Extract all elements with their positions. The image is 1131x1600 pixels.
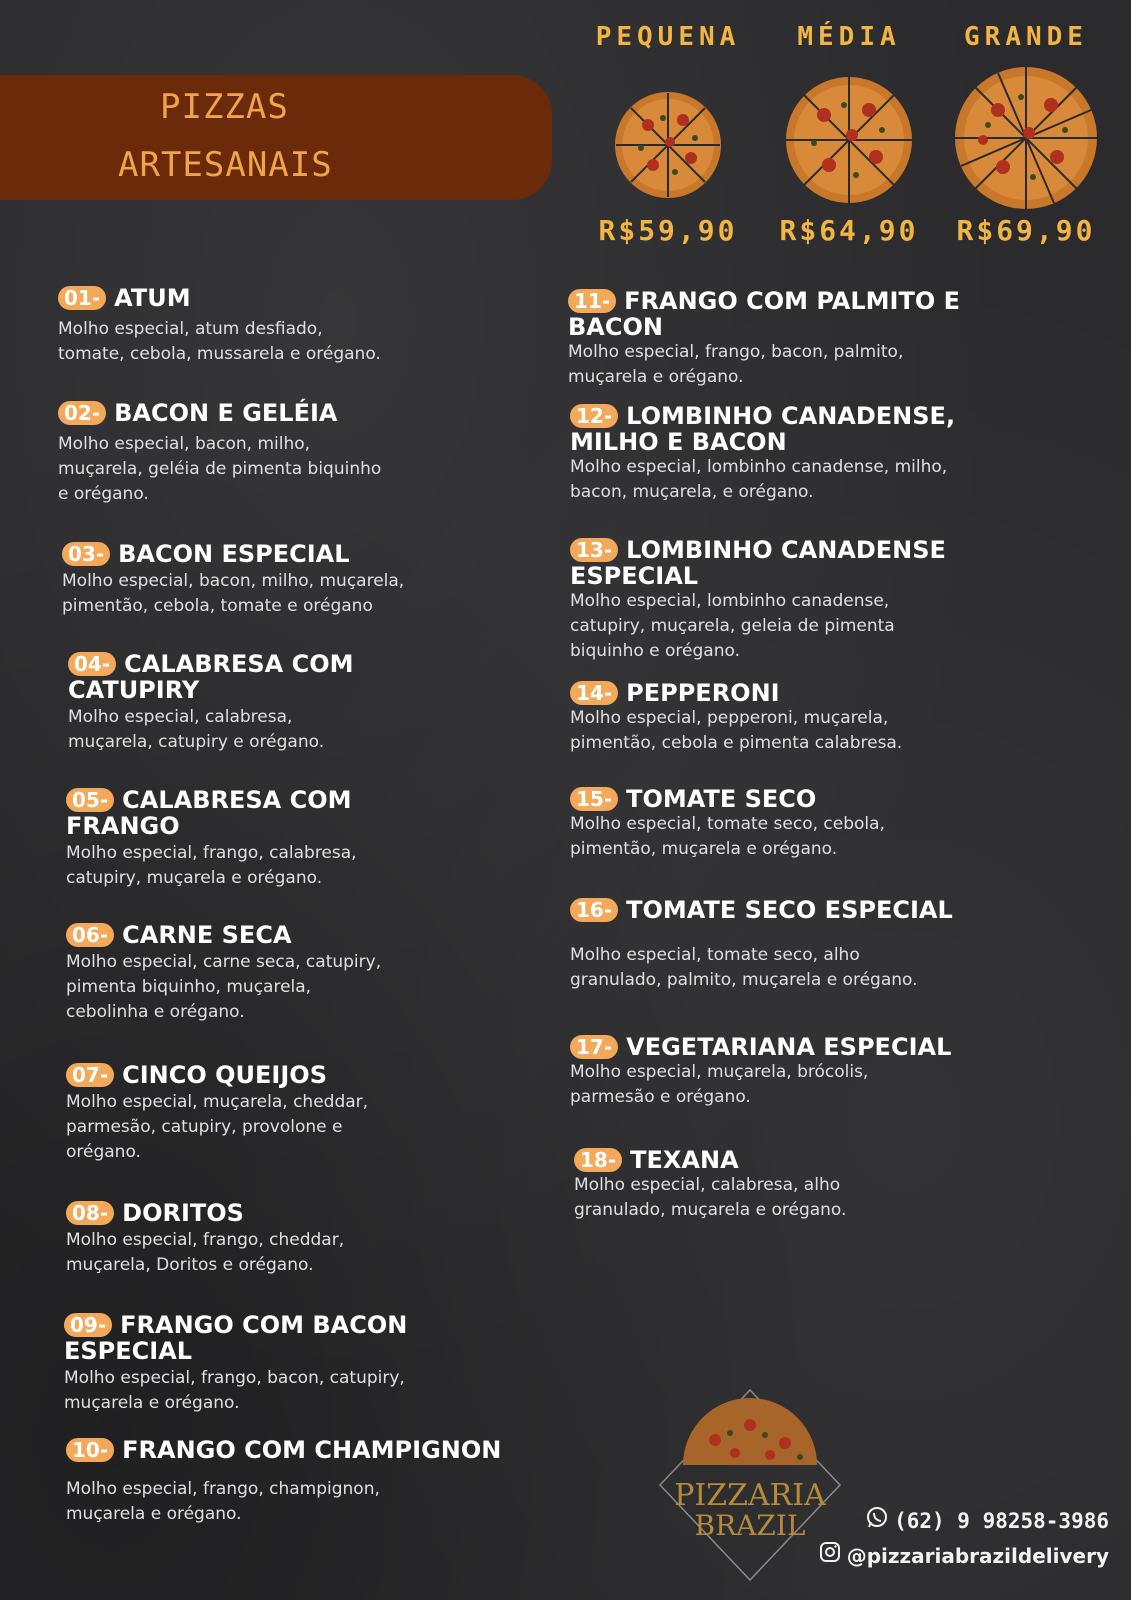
item-number: 08- [66, 1201, 114, 1225]
item-number: 06- [66, 923, 114, 947]
menu-item-06 [66, 922, 516, 1025]
item-name: ATUM [114, 284, 191, 312]
item-description: Molho especial, lombinho canadense, milho, bacon, muçarela, e orégano. [570, 457, 948, 502]
item-number: 15- [570, 787, 618, 811]
item-number: 07- [66, 1063, 114, 1087]
phone-contact [866, 1506, 1109, 1533]
item-number: 02- [58, 401, 106, 425]
title-banner [0, 75, 552, 200]
menu-item-03 [62, 541, 512, 619]
item-number: 13- [570, 538, 618, 562]
svg-text:BRAZIL: BRAZIL [694, 1509, 806, 1542]
item-description: Molho especial, frango, bacon, palmito, muçarela e orégano. [568, 342, 904, 387]
menu-item-15 [570, 786, 1040, 862]
item-name: BACON ESPECIAL [118, 540, 350, 568]
item-name: CARNE SECA [122, 921, 292, 949]
menu-item-18 [574, 1147, 1044, 1223]
item-name: PEPPERONI [626, 679, 780, 707]
item-description: Molho especial, pepperoni, muçarela, pimentão, cebola e pimenta calabresa. [570, 708, 903, 753]
menu-item-16 [570, 897, 1070, 993]
menu-item-05 [66, 787, 516, 891]
menu-item-17 [570, 1034, 1040, 1110]
menu-item-07 [66, 1062, 516, 1165]
whatsapp-icon [866, 1506, 888, 1533]
item-name: FRANGO COM CHAMPIGNON [122, 1436, 502, 1464]
item-description: Molho especial, bacon, milho, muçarela, geléia de pimenta biquinho e orégano. [58, 434, 382, 504]
pizza-medium-image [784, 75, 914, 205]
item-number: 11- [568, 289, 616, 313]
size-small-price: R$59,90 [598, 214, 738, 247]
size-medium-price: R$64,90 [779, 214, 919, 247]
item-description: Molho especial, bacon, milho, muçarela, pimentão, cebola, tomate e orégano [62, 571, 405, 616]
size-large-price: R$69,90 [956, 214, 1096, 247]
menu-item-01 [58, 285, 508, 367]
menu-item-11 [568, 288, 1038, 390]
item-description: Molho especial, frango, bacon, catupiry, muçarela e orégano. [64, 1368, 405, 1413]
instagram-contact [819, 1541, 1109, 1568]
item-name: DORITOS [122, 1199, 244, 1227]
item-name: CALABRESA COM FRANGO [66, 786, 352, 840]
item-name: TEXANA [630, 1146, 739, 1174]
size-small-name: PEQUENA [595, 22, 741, 52]
item-name: CALABRESA COM CATUPIRY [68, 650, 354, 704]
item-number: 04- [68, 652, 116, 676]
item-name: LOMBINHO CANADENSE, MILHO E BACON [570, 402, 956, 456]
item-description: Molho especial, atum desfiado, tomate, cebola, mussarela e orégano. [58, 319, 381, 364]
size-medium [764, 22, 934, 247]
item-description: Molho especial, calabresa, muçarela, catupiry e orégano. [68, 707, 325, 752]
item-number: 12- [570, 404, 618, 428]
item-description: Molho especial, tomate seco, alho granulado, palmito, muçarela e orégano. [570, 945, 918, 990]
item-description: Molho especial, tomate seco, cebola, pimentão, muçarela e orégano. [570, 814, 885, 859]
item-name: FRANGO COM BACON ESPECIAL [64, 1311, 408, 1365]
title-line-2: ARTESANAIS [118, 145, 333, 185]
size-small [583, 22, 753, 247]
item-number: 17- [570, 1035, 618, 1059]
menu-item-08 [66, 1200, 516, 1278]
item-number: 03- [62, 542, 110, 566]
pizza-small-image [613, 90, 723, 200]
size-medium-name: MÉDIA [797, 22, 901, 52]
pizzaria-brazil-logo [655, 1385, 845, 1585]
title-line-1: PIZZAS [160, 87, 289, 127]
item-number: 16- [570, 898, 618, 922]
phone-number: (62) 9 98258-3986 [894, 1509, 1109, 1533]
item-number: 05- [66, 788, 114, 812]
item-description: Molho especial, carne seca, catupiry, pimenta biquinho, muçarela, cebolinha e orégano. [66, 952, 382, 1022]
instagram-handle: @pizzariabrazildelivery [846, 1544, 1109, 1568]
size-large [941, 22, 1111, 247]
item-description: Molho especial, frango, champignon, muçarela e orégano. [66, 1479, 380, 1524]
menu-item-12 [570, 403, 1040, 505]
item-name: LOMBINHO CANADENSE ESPECIAL [570, 536, 946, 590]
item-name: FRANGO COM PALMITO E BACON [568, 287, 960, 341]
menu-item-10 [66, 1437, 566, 1527]
size-large-name: GRANDE [964, 22, 1088, 52]
item-description: Molho especial, frango, cheddar, muçarela, Doritos e orégano. [66, 1230, 345, 1275]
menu-item-13 [570, 537, 1040, 664]
item-description: Molho especial, lombinho canadense, catupiry, muçarela, geleia de pimenta biquinho e orégano. [570, 591, 895, 661]
menu-item-02 [58, 400, 508, 507]
item-description: Molho especial, frango, calabresa, catupiry, muçarela e orégano. [66, 843, 357, 888]
instagram-icon [819, 1541, 841, 1568]
item-name: CINCO QUEIJOS [122, 1061, 327, 1089]
item-description: Molho especial, muçarela, brócolis, parmesão e orégano. [570, 1062, 869, 1107]
pizza-large-image [953, 65, 1099, 211]
item-number: 18- [574, 1148, 622, 1172]
item-name: VEGETARIANA ESPECIAL [626, 1033, 952, 1061]
menu-item-14 [570, 680, 1040, 756]
item-description: Molho especial, muçarela, cheddar, parmesão, catupiry, provolone e orégano. [66, 1092, 369, 1162]
item-name: BACON E GELÉIA [114, 399, 338, 427]
item-number: 01- [58, 286, 106, 310]
svg-text:PIZZARIA: PIZZARIA [674, 1478, 826, 1513]
item-name: TOMATE SECO ESPECIAL [626, 896, 953, 924]
item-name: TOMATE SECO [626, 785, 817, 813]
item-number: 14- [570, 681, 618, 705]
item-number: 10- [66, 1438, 114, 1462]
menu-item-09 [64, 1312, 514, 1416]
menu-item-04 [68, 651, 518, 755]
item-description: Molho especial, calabresa, alho granulado, muçarela e orégano. [574, 1175, 847, 1220]
item-number: 09- [64, 1313, 112, 1337]
